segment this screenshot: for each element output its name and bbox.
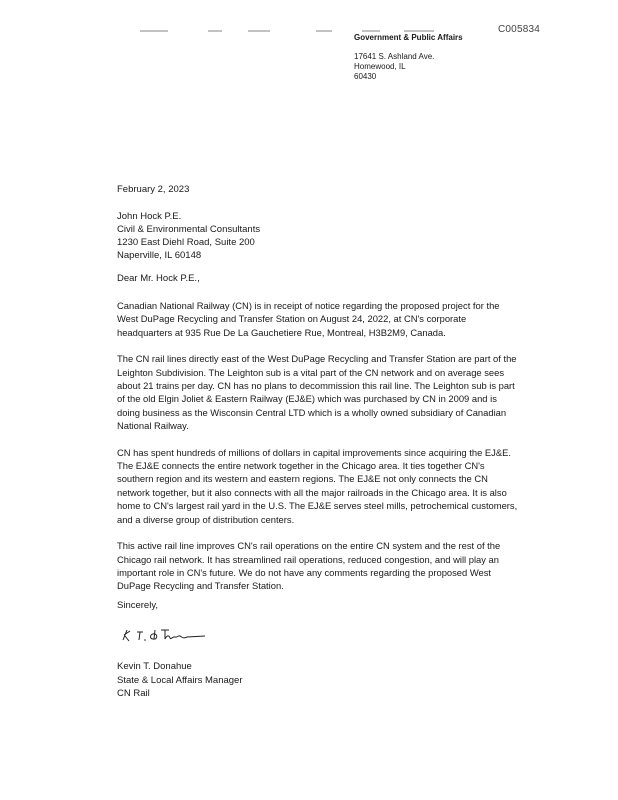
sender-address-line: 17641 S. Ashland Ave.: [354, 52, 435, 61]
body-paragraph: This active rail line improves CN's rail operations on the entire CN system and the rest of the Chicago rail network. It has streamlined rail operations, reduced congestion, and will play an important role in CN's future. We do not have any comments regarding the proposed West DuPage Recycling and Transfer Station.: [117, 540, 501, 592]
recipient-street: 1230 East Diehl Road, Suite 200: [117, 237, 255, 248]
recipient-company: Civil & Environmental Consultants: [117, 224, 261, 235]
signer-block: [117, 660, 243, 701]
sender-address-line: 60430: [354, 72, 377, 81]
letter-body: [117, 299, 522, 606]
sender-address-line: Homewood, IL: [354, 62, 406, 71]
closing: Sincerely,: [117, 600, 159, 611]
recipient-block: [117, 210, 260, 262]
sender-department: Government & Public Affairs: [354, 33, 463, 42]
body-paragraph: The CN rail lines directly east of the West DuPage Recycling and Transfer Station are part of the Leighton Subdivision. The Leighton sub is a vital part of the CN network and on average sees about 21 trains per day. CN has no plans to decommission this rail line. The Leighton sub is part of the old Elgin Joliet & Eastern Railway (EJ&E) which was purchased by CN in 2009 and is doing business as the Wisconsin Central LTD which is a wholly owned subsidiary of Canadian National Railway.: [117, 353, 517, 432]
sender-block: [354, 33, 463, 82]
recipient-name: John Hock P.E.: [117, 211, 182, 222]
body-paragraph: CN has spent hundreds of millions of dollars in capital improvements since acquiring the EJ&E. The EJ&E connects the entire network together in the Chicago area. It ties together CN's southern region and its western and eastern regions. The EJ&E not only connects the CN network together, but it also connects with all the major railroads in the Chicago area. It is also home to CN's largest rail yard in the U.S. The EJ&E serves steel mills, petrochemical customers, and a diverse group of distribution centers.: [117, 446, 518, 525]
signer-title: State & Local Affairs Manager: [117, 674, 243, 686]
body-paragraph: Canadian National Railway (CN) is in receipt of notice regarding the proposed project for the West DuPage Recycling and Transfer Station on August 24, 2022, at CN's corporate headquarters at 935 Rue De La Gauchetiere Rue, Montreal, H3B2M9, Canada.: [117, 300, 500, 338]
handwritten-signature: [117, 622, 217, 646]
signer-company: CN Rail: [117, 688, 150, 699]
signer-name: Kevin T. Donahue: [117, 661, 192, 672]
recipient-city: Naperville, IL 60148: [117, 250, 202, 261]
salutation: Dear Mr. Hock P.E.,: [117, 273, 200, 284]
document-id: C005834: [498, 24, 540, 35]
letter-date: February 2, 2023: [117, 184, 190, 195]
